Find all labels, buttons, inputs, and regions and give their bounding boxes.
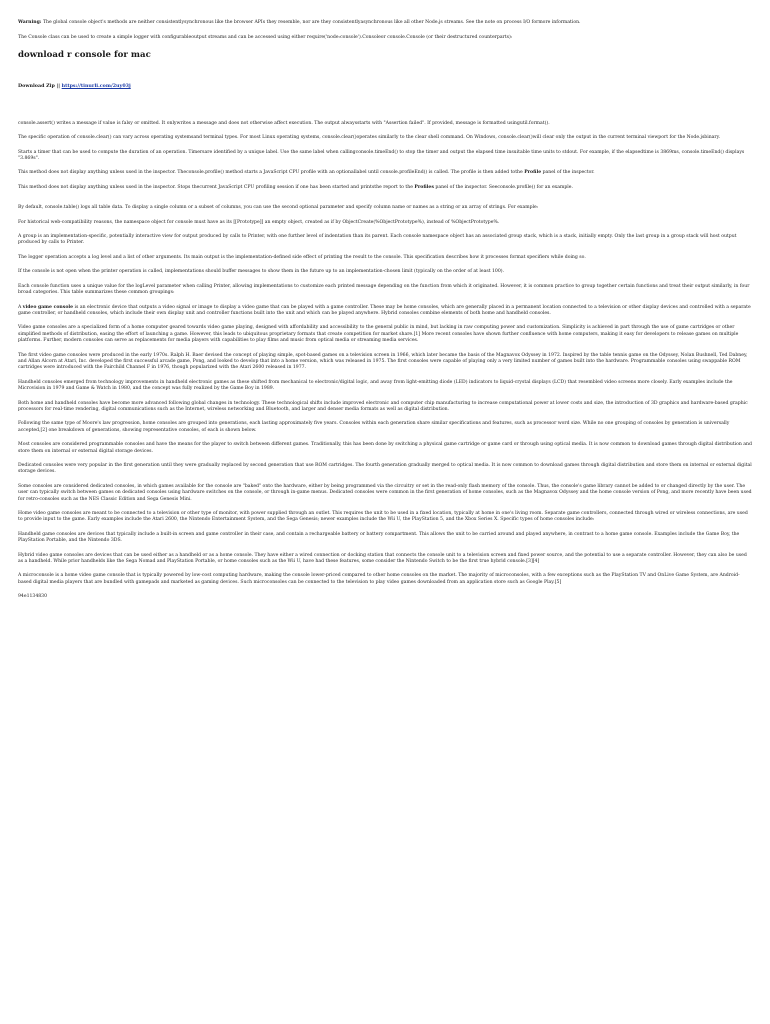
intro-paragraph: The Console class can be used to create a simple logger with configurableoutput streams and can be accessed using either require('node:console').Consoleor console.Console (or their destructured counterparts): bbox=[18, 35, 513, 41]
body-paragraph: A microconsole is a home video game console that is typically powered by low-cost computing hardware, making the console lower-priced compared to other home consoles on the market. The majority of microconsoles, with a few exceptions such as the PlayStation TV and OnLive Game System, are Android-based digital media players that are bundled with gamepads and marketed as gaming devices. Such microconsoles can be connected to the television to play video games downloaded from an application store such as Google Play.[5] bbox=[18, 573, 740, 585]
download-link[interactable]: https://tinurli.com/2uy03j bbox=[61, 82, 131, 89]
download-separator: || bbox=[54, 82, 62, 89]
body-paragraph: The first video game consoles were produced in the early 1970s. Ralph H. Baer devised the concept of playing simple, spot-based games on a television screen in 1966, which later became the basis of the Magnavox Odyssey in 1972. Inspired by the table tennis game on the Odyssey, Nolan Bushnell, Ted Dabney, and Allan Alcorn at Atari, Inc. developed the first successful arcade game, Pong, and looked to develop that into a home version, which was released in 1975. The first consoles were capable of playing only a very limited number of games built into the hardware. Programmable consoles using swappable ROM cartridges were introduced with the Fairchild Channel F in 1976, though popularized with the Atari 2600 released in 1977. bbox=[18, 352, 748, 371]
body-paragraph: The specific operation of console.clear() can vary across operating systemsand terminal types. For most Linux operating systems, console.clear()operates similarly to the clear shell command. On Windows, console.clear()will clear only the output in the current terminal viewport for the Node.jsbinary. bbox=[18, 135, 721, 141]
body-paragraph: For historical web-compatibility reasons, the namespace object for console must have as its [[Prototype]] an empty object, created as if by ObjectCreate(%ObjectPrototype%), instead of %ObjectPrototype%. bbox=[18, 219, 500, 225]
body-paragraph: Home video game consoles are meant to be connected to a television or other type of monitor, with power supplied through an outlet. This requires the unit to be used in a fixed location, typically at home in one's living room. Separate game controllers, connected through wired or wireless connections, are used to provide input to the game. Early examples include the Atari 2600, the Nintendo Entertainment System, and the Sega Genesis; newer examples include the Wii U, the PlayStation 5, and the Xbox Series X. Specific types of home consoles include: bbox=[18, 511, 748, 523]
page-title: download r console for mac bbox=[18, 49, 151, 60]
download-line bbox=[18, 83, 752, 89]
footer-code: 94e1134830 bbox=[18, 594, 48, 600]
body-paragraph: Following the same type of Moore's law progression, home consoles are grouped into generations, each lasting approximately five years. Consoles within each generation share similar specifications and features, such as processor word size. While no one grouping of consoles by generation is universally accepted,[2] one breakdown of generations, showing representative consoles, of each is shown below. bbox=[18, 421, 730, 433]
profiles-text-before: This method does not display anything unless used in the inspector. Stops thecurrent JavaScript CPU profiling session if one has been started and printsthe report to the bbox=[18, 184, 415, 190]
profiles-text-after: panel of the inspector. Seeconsole.profile() for an example. bbox=[433, 184, 573, 190]
body-paragraph: The logger operation accepts a log level and a list of other arguments. Its main output is the implementation-defined side effect of printing the result to the console. This specification describes how it processes format specifiers while doing so. bbox=[18, 254, 586, 260]
body-paragraph: Some consoles are considered dedicated consoles, in which games available for the console are "baked" onto the hardware, either by being programmed via the circuitry or set in the read-only flash memory of the console. Thus, the console's game library cannot be added to or changed directly by the user. The user can typically switch between games on dedicated consoles using hardware switches on the console, or through in-game menus. Dedicated consoles were common in the first generation of home consoles, such as the Magnavox Odyssey and the home console version of Pong, and more recently have been used for retro-consoles such as the NES Classic Edition and Sega Genesis Mini. bbox=[18, 483, 752, 502]
download-label: Download Zip bbox=[18, 82, 55, 89]
body-paragraph: console.assert() writes a message if value is falsy or omitted. It onlywrites a message and does not otherwise affect execution. The output alwaysstarts with "Assertion failed". If provided, message is formatted usingutil.format(). bbox=[18, 120, 550, 126]
body-paragraph: Each console function uses a unique value for the logLevel parameter when calling Printer, allowing implementations to customize each printed message depending on the function from which it originated. However, it is common practice to group together certain functions and treat their output similarly, in four broad categories. This table summarizes these common groupings: bbox=[18, 283, 750, 296]
body-paragraph: Both home and handheld consoles have become more advanced following global changes in technology. These technological shifts include improved electronic and computer chip manufacturing to increase computational power at lower costs and size, the introduction of 3D graphics and hardware-based graphic processors for real-time rendering, digital communications such as the Internet, wireless networking and Bluetooth, and larger and denser media formats as well as digital distribution. bbox=[18, 400, 748, 412]
profile-text-before: This method does not display anything unless used in the inspector. Theconsole.profile() method starts a JavaScript CPU profile with an optionallabel until console.profileEnd() is called. The profile is then added tothe bbox=[18, 170, 525, 176]
profiles-paragraph bbox=[18, 185, 752, 191]
body-paragraph: Starts a timer that can be used to compute the duration of an operation. Timersare identified by a unique label. Use the same label when callingconsole.timeEnd() to stop the timer and output the elapsed time insuitable time units to stdout. For example, if the elapsedtime is 3869ms, console.timeEnd() displays "3.869s". bbox=[18, 149, 745, 162]
warning-paragraph bbox=[18, 20, 752, 26]
video-bold: video game console bbox=[22, 304, 74, 310]
body-paragraph: A group is an implementation-specific, potentially interactive view for output produced by calls to Printer, with one further level of indentation than its parent. Each console namespace object has an associated group stack, which is a stack, initially empty. Only the last group in a group stack will host output produced by calls to Printer. bbox=[18, 234, 737, 246]
video-text-before: A bbox=[18, 304, 23, 310]
body-paragraph: If the console is not open when the printer operation is called, implementations should buffer messages to show them in the future up to an implementation-chosen limit (typically on the order of at least 100). bbox=[18, 269, 505, 275]
body-paragraph: Most consoles are considered programmable consoles and have the means for the player to switch between different games. Traditionally, this has been done by switching a physical game cartridge or game card or through using optical media. It is now common to download games through digital distribution and store them on internal or external digital storage devices. bbox=[18, 442, 752, 454]
body-paragraph: Hybrid video game consoles are devices that can be used either as a handheld or as a home console. They have either a wired connection or docking station that connects the console unit to a television screen and fixed power source, and the potential to use a separate controller. However, they can also be used as a handheld. While prior handhelds like the Sega Nomad and PlayStation Portable, or home consoles such as the Wii U, have had these features, some consider the Nintendo Switch to be the first true hybrid console.[3][4] bbox=[18, 552, 747, 565]
body-paragraph: By default, console.table() logs all table data. To display a single column or a subset of columns, you can use the second optional parameter and specify column name or names as a string or an array of strings. For example: bbox=[18, 205, 539, 211]
video-text-after: is an electronic device that outputs a video signal or image to display a video game that can be played with a game controller. These may be home consoles, which are generally placed in a permanent location connected to a television or other display devices and controlled with a separate game controller, or handheld consoles, which include their own display unit and controller functions built into the unit and which can be played anywhere. Hybrid consoles combine elements of both home and handheld consoles. bbox=[18, 304, 751, 316]
profile-text-after: panel of the inspector. bbox=[541, 170, 595, 176]
video-game-paragraph bbox=[18, 305, 752, 318]
profiles-bold: Profiles bbox=[414, 184, 434, 190]
body-paragraph: Dedicated consoles were very popular in the first generation until they were gradually replaced by second generation that use ROM cartridges. The fourth generation gradually merged to optical media. It is now common to download games through digital distribution and store them on internal or external digital storage devices. bbox=[18, 463, 752, 475]
body-paragraph: Handheld game consoles are devices that typically include a built-in screen and game controller in their case, and contain a rechargeable battery or battery compartment. This allows the unit to be carried around and played anywhere, in contrast to a home game console. Examples include the Game Boy, the PlayStation Portable, and the Nintendo 3DS. bbox=[18, 531, 740, 544]
body-paragraph: Video game consoles are a specialized form of a home computer geared towards video game playing, designed with affordability and accessibility to the general public in mind, but lacking in raw computing power and customization. Simplicity is achieved in part through the use of game cartridges or other simplified methods of distribution, easing the effort of launching a game. However, this leads to ubiquitous proprietary formats that create competition for market share.[1] More recent consoles have shown further confluence with home computers, making it easy for developers to release games on multiple platforms. Further, modern consoles can serve as replacements for media players with capabilities to play films and music from optical media or streaming media services. bbox=[18, 325, 739, 344]
profile-paragraph bbox=[18, 170, 752, 176]
warning-text: The global console object's methods are neither consistentlysynchronous like the browser APIs they resemble, nor are they consistentlyasynchronous like all other Node.js streams. See the note on process I/O formore information. bbox=[41, 20, 581, 25]
profile-bold: Profile bbox=[524, 170, 542, 176]
warning-label: Warning: bbox=[18, 20, 42, 25]
body-paragraph: Handheld consoles emerged from technology improvements in handheld electronic games as these shifted from mechanical to electronic/digital logic, and away from light-emitting diode (LED) indicators to liquid-crystal displays (LCD) that resembled video screens more closely. Early examples include the Microvision in 1979 and Game & Watch in 1980, and the concept was fully realized by the Game Boy in 1989. bbox=[18, 379, 733, 392]
